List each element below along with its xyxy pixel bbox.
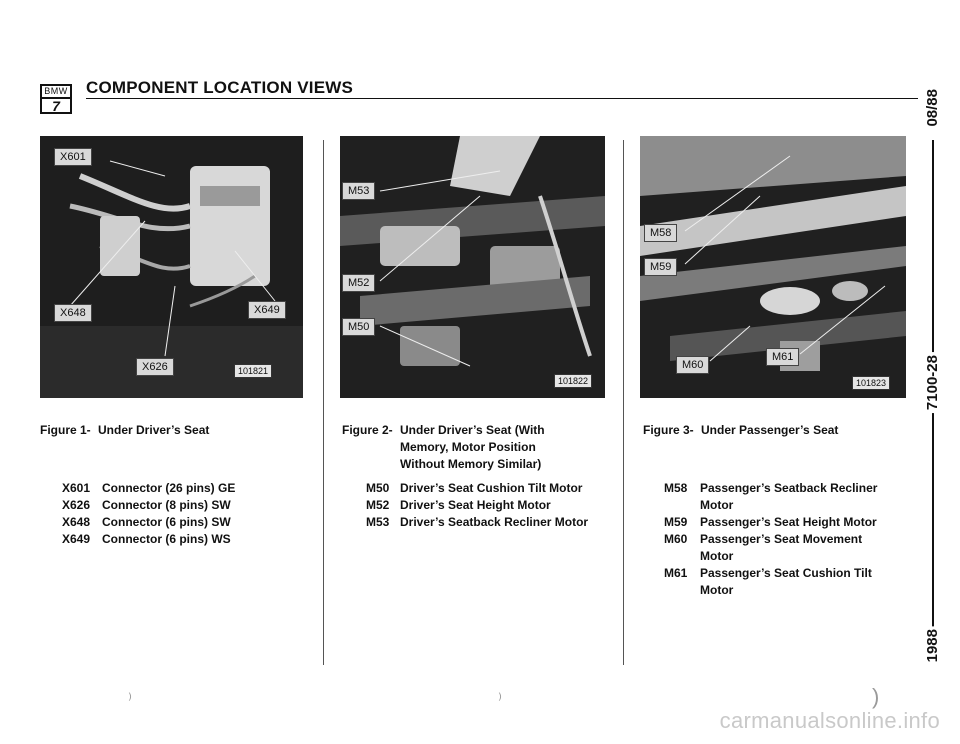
legend-desc-line: Motor: [700, 549, 734, 563]
column-divider-2: [623, 140, 624, 665]
legend-desc: Connector (26 pins) GE: [102, 481, 236, 495]
scan-speck: ⁾: [498, 692, 502, 709]
title-rule: [86, 98, 918, 99]
legend-desc-line: Passenger’s Seat Cushion Tilt: [700, 566, 872, 580]
scan-speck: ⁾: [128, 692, 132, 709]
figure-3-photo: [640, 136, 906, 398]
margin-year-label: 1988: [924, 626, 941, 665]
margin-page-label: 7100-28: [924, 352, 941, 413]
figure-3-caption: [643, 422, 838, 439]
callout-m61: M61: [766, 348, 799, 366]
legend-row: [664, 565, 914, 599]
figure-2-title-line: Memory, Motor Position: [400, 440, 536, 454]
legend-code: X648: [62, 515, 91, 529]
callout-x626: X626: [136, 358, 174, 376]
callout-m52: M52: [342, 274, 375, 292]
photo-number: 101821: [234, 364, 272, 378]
figure-1-label: Figure 1-: [40, 423, 91, 437]
legend-desc-line: Motor: [700, 498, 734, 512]
legend-row: [664, 514, 914, 531]
callout-m58: M58: [644, 224, 677, 242]
logo-brand: BMW: [42, 86, 70, 99]
legend-code: M58: [664, 481, 688, 495]
figure-2-caption: [342, 422, 545, 473]
legend-desc: Connector (6 pins) WS: [102, 532, 231, 546]
callout-x601: X601: [54, 148, 92, 166]
figure-3-title: Under Passenger’s Seat: [701, 423, 839, 437]
figure-2-title: [400, 422, 545, 473]
margin-date-label: 08/88: [924, 86, 941, 130]
legend-desc-line: Passenger’s Seatback Recliner: [700, 481, 878, 495]
figure-1-photo: [40, 136, 303, 398]
legend-code: M60: [664, 532, 688, 546]
legend-desc: Connector (8 pins) SW: [102, 498, 231, 512]
legend-desc: Driver’s Seat Height Motor: [400, 498, 551, 512]
legend-code: X626: [62, 498, 91, 512]
legend-row: [664, 531, 914, 565]
callout-m50: M50: [342, 318, 375, 336]
figure-1-title: Under Driver’s Seat: [98, 423, 210, 437]
figure-2-label: Figure 2-: [342, 423, 393, 437]
legend-code: X649: [62, 532, 91, 546]
legend-code: M53: [366, 515, 390, 529]
figure-2-title-line: Without Memory Similar): [400, 457, 542, 471]
figure-2-photo: [340, 136, 605, 398]
legend-desc: [700, 531, 914, 565]
logo-series: 7: [52, 98, 60, 114]
figure-3-label: Figure 3-: [643, 423, 694, 437]
callout-x648: X648: [54, 304, 92, 322]
legend-desc: [700, 514, 914, 531]
scan-speck: ): [872, 684, 880, 709]
callout-m59: M59: [644, 258, 677, 276]
figure-1-legend: [62, 480, 312, 548]
bmw-7-series-logo: [40, 84, 72, 114]
legend-desc-line: Passenger’s Seat Movement: [700, 532, 863, 546]
photo-number: 101822: [554, 374, 592, 388]
legend-desc: [700, 565, 914, 599]
callout-m60: M60: [676, 356, 709, 374]
page-title: COMPONENT LOCATION VIEWS: [86, 78, 354, 97]
figure-2-legend: [366, 480, 616, 531]
legend-row: [62, 497, 312, 514]
legend-code: M50: [366, 481, 390, 495]
legend-code: M61: [664, 566, 688, 580]
legend-row: [62, 480, 312, 497]
legend-desc: Connector (6 pins) SW: [102, 515, 231, 529]
callout-x649: X649: [248, 301, 286, 319]
legend-row: [366, 480, 616, 497]
legend-row: [664, 480, 914, 514]
legend-row: [62, 514, 312, 531]
callout-m53: M53: [342, 182, 375, 200]
figure-3-legend: [664, 480, 914, 599]
legend-desc: Driver’s Seat Cushion Tilt Motor: [400, 481, 583, 495]
legend-code: M52: [366, 498, 390, 512]
legend-code: M59: [664, 515, 688, 529]
legend-row: [366, 497, 616, 514]
legend-desc: [700, 480, 914, 514]
legend-desc: Driver’s Seatback Recliner Motor: [400, 515, 589, 529]
column-divider-1: [323, 140, 324, 665]
figure-1-caption: [40, 422, 209, 439]
legend-code: X601: [62, 481, 91, 495]
legend-desc-line: Passenger’s Seat Height Motor: [700, 515, 877, 529]
legend-row: [62, 531, 312, 548]
figure-2-title-line: Under Driver’s Seat (With: [400, 423, 545, 437]
photo-number: 101823: [852, 376, 890, 390]
legend-row: [366, 514, 616, 531]
figure-2-photo-image: [340, 136, 605, 398]
watermark: carmanualsonline.info: [719, 708, 940, 733]
legend-desc-line: Motor: [700, 583, 734, 597]
